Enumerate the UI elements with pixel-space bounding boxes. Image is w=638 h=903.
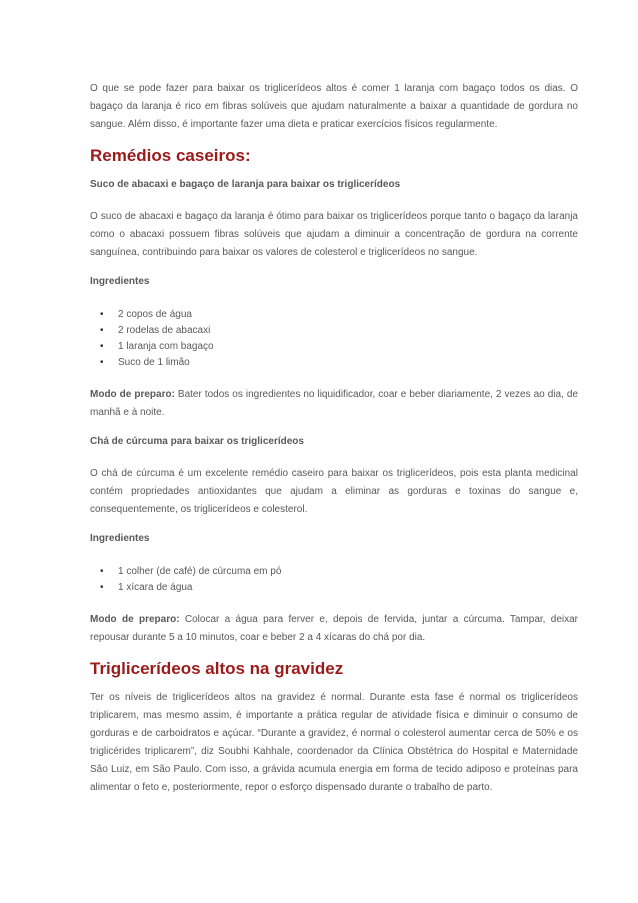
ingredients-list-2 xyxy=(90,564,578,596)
prep-text: Bater todos os ingredientes no liquidificador, coar e beber diariamente, 2 vezes ao dia, de manhã e à noite. xyxy=(90,389,579,418)
ingredients-label-1: Ingredientes xyxy=(90,276,150,287)
prep-label: Modo de preparo: xyxy=(90,389,175,400)
list-item: • 1 laranja com bagaço xyxy=(90,339,578,355)
prep-paragraph-1 xyxy=(90,386,578,422)
recipe-title-turmeric-tea: Chá de cúrcuma para baixar os triglicerídeos xyxy=(90,436,304,447)
bullet-icon: • xyxy=(100,325,104,336)
list-item: • 2 copos de água xyxy=(90,307,578,323)
section-heading-home-remedies: Remédios caseiros: xyxy=(90,146,251,165)
prep-label: Modo de preparo: xyxy=(90,614,180,625)
bullet-icon: • xyxy=(100,566,104,577)
list-item: • 2 rodelas de abacaxi xyxy=(90,323,578,339)
list-item: • 1 colher (de café) de cúrcuma em pó xyxy=(90,564,578,580)
section-heading-pregnancy: Triglicerídeos altos na gravidez xyxy=(90,659,344,678)
prep-paragraph-2 xyxy=(90,611,578,647)
bullet-icon: • xyxy=(100,341,104,352)
bullet-icon: • xyxy=(100,357,104,368)
bullet-icon: • xyxy=(100,309,104,320)
prep-text: Colocar a água para ferver e, depois de fervida, juntar a cúrcuma. Tampar, deixar repousar durante 5 a 10 minutos, coar e beber 2 a 4 xícaras do chá por dia. xyxy=(90,614,578,643)
intro-paragraph: O que se pode fazer para baixar os triglicerídeos altos é comer 1 laranja com bagaço todos os dias. O bagaço da laranja é rico em fibras solúveis que ajudam naturalmente a baixar a quantidade de gordura no sangue. Além disso, é importante fazer uma dieta e praticar exercícios físicos regularmente. xyxy=(90,83,578,130)
ingredients-label-2: Ingredientes xyxy=(90,533,150,544)
bullet-icon: • xyxy=(100,582,104,593)
recipe-title-pineapple-juice: Suco de abacaxi e bagaço de laranja para baixar os triglicerídeos xyxy=(90,179,401,190)
recipe-description-turmeric-tea: O chá de cúrcuma é um excelente remédio caseiro para baixar os triglicerídeos, pois esta planta medicinal contém propriedades antioxidantes que ajudam a eliminar as gorduras e toxinas do sangue e, consequentemente, os triglicerídeos e colesterol. xyxy=(90,468,578,515)
ingredients-list-1 xyxy=(90,307,578,371)
list-item: • Suco de 1 limão xyxy=(90,355,578,371)
list-item: • 1 xícara de água xyxy=(90,580,578,596)
pregnancy-paragraph: Ter os níveis de triglicerídeos altos na gravidez é normal. Durante esta fase é normal os triglicerídeos triplicarem, mas mesmo assim, é importante a prática regular de atividade física e diminuir o consumo de gorduras e de carboidratos e açúcar. “Durante a gravidez, é normal o colesterol aumentar cerca de 50% e os triglicérides triplicarem”, diz Soubhi Kahhale, coordenador da Clínica Obstétrica do Hospital e Maternidade São Luiz, em São Paulo. Com isso, a grávida acumula energia em forma de tecido adiposo e proteínas para alimentar o feto e, posteriormente, repor o esforço dispensado durante o trabalho de parto. xyxy=(90,692,578,793)
recipe-description-pineapple-juice: O suco de abacaxi e bagaço da laranja é ótimo para baixar os triglicerídeos porque tanto o bagaço da laranja como o abacaxi possuem fibras solúveis que ajudam a diminuir a concentração de gordura na corrente sanguínea, contribuindo para baixar os valores de colesterol e triglicerídeos no sangue. xyxy=(90,211,578,258)
